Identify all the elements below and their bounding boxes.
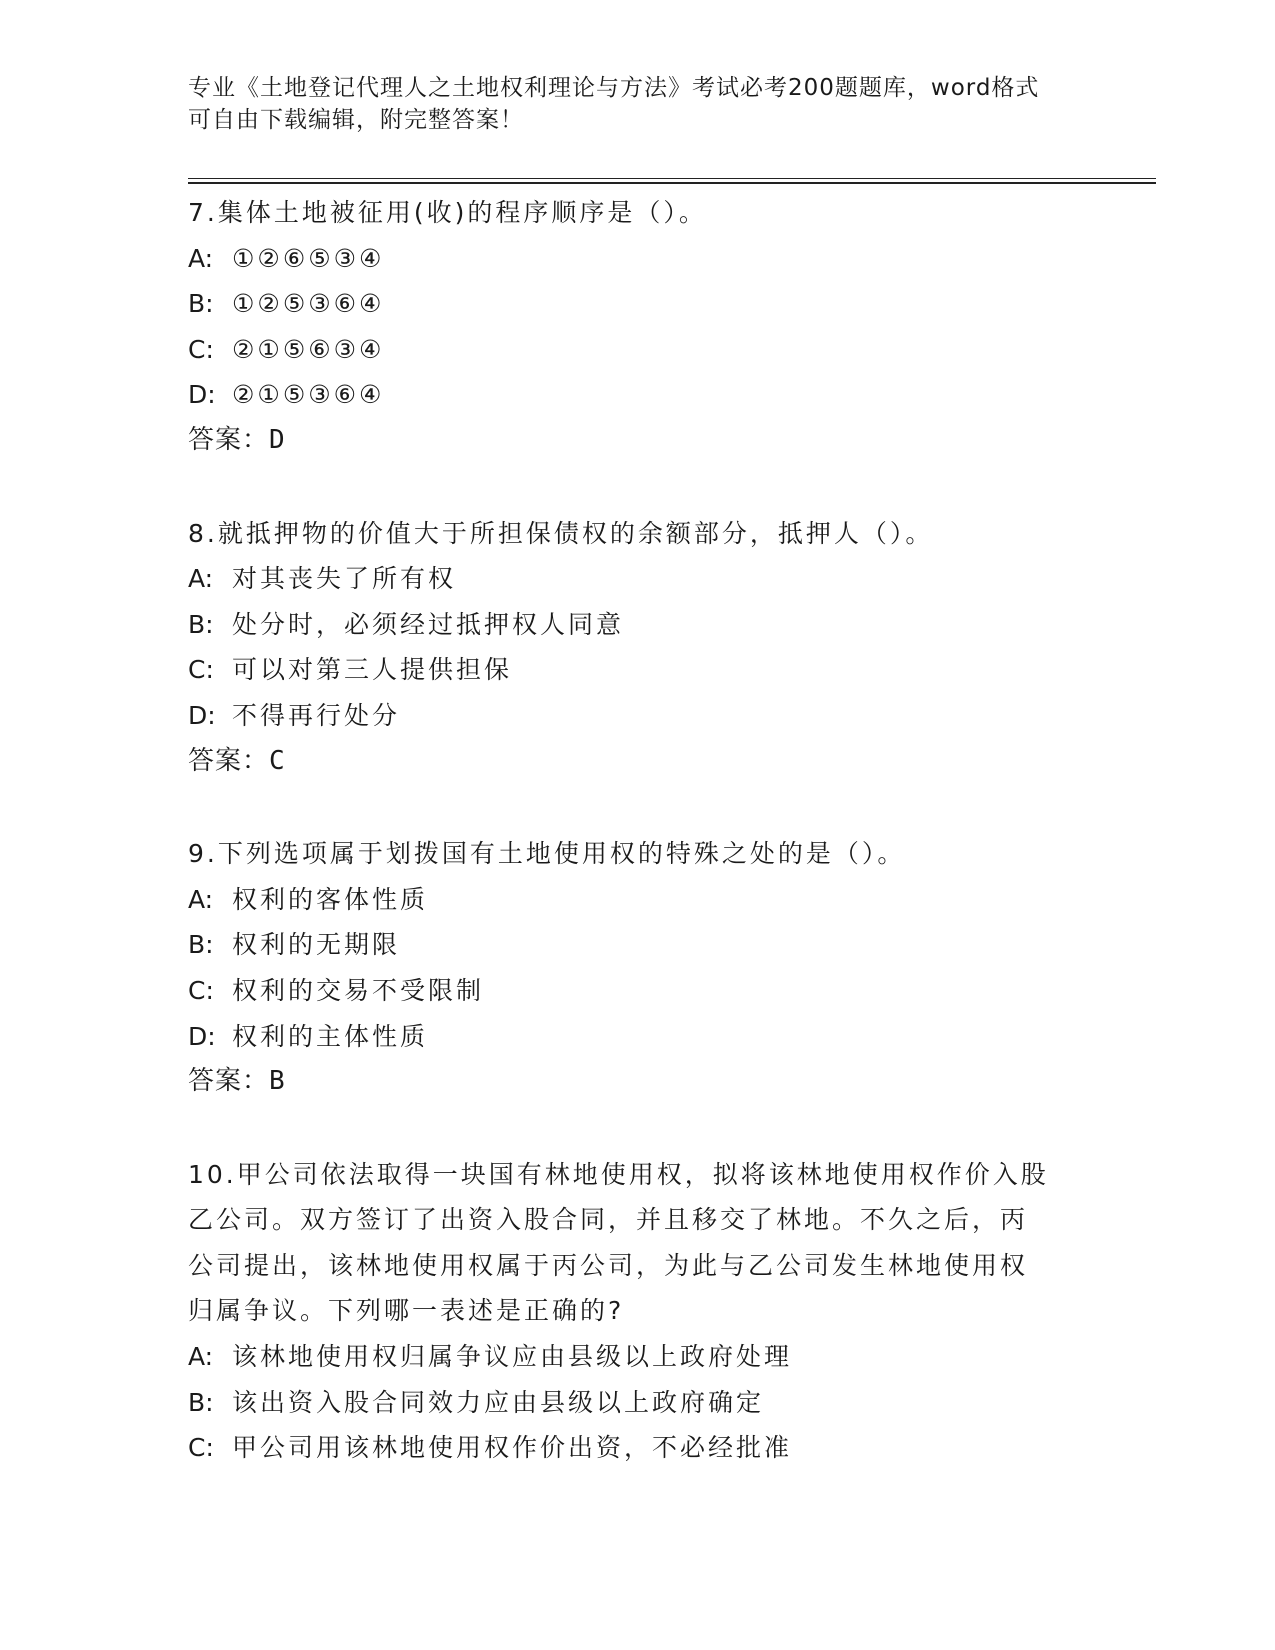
option-text: 甲公司用该林地使用权作价出资，不必经批准 [232, 1433, 793, 1463]
option-key: A: [188, 564, 214, 594]
option-c [188, 327, 1088, 373]
option-a [188, 877, 1088, 923]
question-9 [188, 831, 1088, 1105]
option-key: B: [188, 609, 214, 639]
question-stem: 7.集体土地被征用(收)的程序顺序是（）。 [188, 198, 707, 227]
option-key: B: [188, 289, 214, 319]
question-list [188, 190, 1088, 1518]
option-d [188, 372, 1088, 418]
option-key: C: [188, 655, 214, 685]
option-b [188, 1380, 1088, 1426]
option-key: B: [188, 930, 214, 960]
answer-line [188, 1059, 1088, 1105]
option-d [188, 693, 1088, 739]
question-10 [188, 1152, 1088, 1471]
option-b [188, 281, 1088, 327]
question-7 [188, 190, 1088, 464]
option-text: 该出资入股合同效力应由县级以上政府确定 [232, 1387, 765, 1417]
option-d [188, 1014, 1088, 1060]
option-text: ①②⑤③⑥④ [232, 289, 385, 319]
answer-label: 答案： [188, 745, 270, 776]
option-key: C: [188, 975, 214, 1005]
option-text: 处分时，必须经过抵押权人同意 [232, 609, 625, 639]
question-stem-line: 归属争议。下列哪一表述是正确的? [188, 1296, 625, 1326]
option-key: A: [188, 884, 214, 914]
question-stem-line: 10.甲公司依法取得一块国有林地使用权，拟将该林地使用权作价入股 [188, 1159, 1049, 1189]
answer-value: C [269, 745, 286, 776]
option-b [188, 922, 1088, 968]
header-line-1: 专业《土地登记代理人之土地权利理论与方法》考试必考200题题库，word格式 [188, 75, 1040, 101]
option-b [188, 602, 1088, 648]
question-stem-line: 乙公司。双方签订了出资入股合同，并且移交了林地。不久之后，丙 [188, 1205, 1029, 1235]
option-c [188, 647, 1088, 693]
header-line-2: 可自由下载编辑，附完整答案！ [188, 107, 524, 133]
option-key: C: [188, 1433, 214, 1463]
header-rule-thick [188, 182, 1156, 184]
question-stem: 9.下列选项属于划拨国有土地使用权的特殊之处的是（）。 [188, 839, 906, 869]
option-key: D: [188, 1021, 216, 1051]
answer-label: 答案： [188, 1066, 270, 1097]
option-c [188, 1425, 1088, 1471]
option-text: 可以对第三人提供担保 [232, 655, 513, 685]
question-stem-line: 公司提出，该林地使用权属于丙公司，为此与乙公司发生林地使用权 [188, 1250, 1029, 1280]
question-stem: 8.就抵押物的价值大于所担保债权的余额部分，抵押人（）。 [188, 518, 934, 548]
option-c [188, 968, 1088, 1014]
option-key: A: [188, 243, 214, 273]
option-text: ②①⑤⑥③④ [232, 334, 385, 364]
option-key: D: [188, 700, 216, 730]
option-text: ②①⑤③⑥④ [232, 380, 385, 410]
option-text: 权利的交易不受限制 [232, 975, 485, 1005]
option-a [188, 1334, 1088, 1380]
option-text: ①②⑥⑤③④ [232, 243, 385, 273]
option-text: 该林地使用权归属争议应由县级以上政府处理 [232, 1342, 793, 1372]
option-key: D: [188, 380, 216, 410]
option-a [188, 236, 1088, 282]
option-text: 权利的主体性质 [232, 1021, 429, 1051]
option-text: 对其丧失了所有权 [232, 564, 457, 594]
option-key: C: [188, 334, 214, 364]
answer-value: B [269, 1066, 286, 1097]
header-rule-thin [188, 178, 1156, 179]
option-text: 权利的客体性质 [232, 884, 429, 914]
question-8 [188, 511, 1088, 785]
document-header [188, 72, 1068, 136]
option-key: A: [188, 1342, 214, 1372]
option-key: B: [188, 1387, 214, 1417]
answer-line [188, 739, 1088, 785]
answer-value: D [269, 424, 286, 455]
option-text: 权利的无期限 [232, 930, 401, 960]
option-a [188, 556, 1088, 602]
answer-line [188, 418, 1088, 464]
answer-label: 答案： [188, 424, 270, 455]
option-text: 不得再行处分 [232, 700, 401, 730]
